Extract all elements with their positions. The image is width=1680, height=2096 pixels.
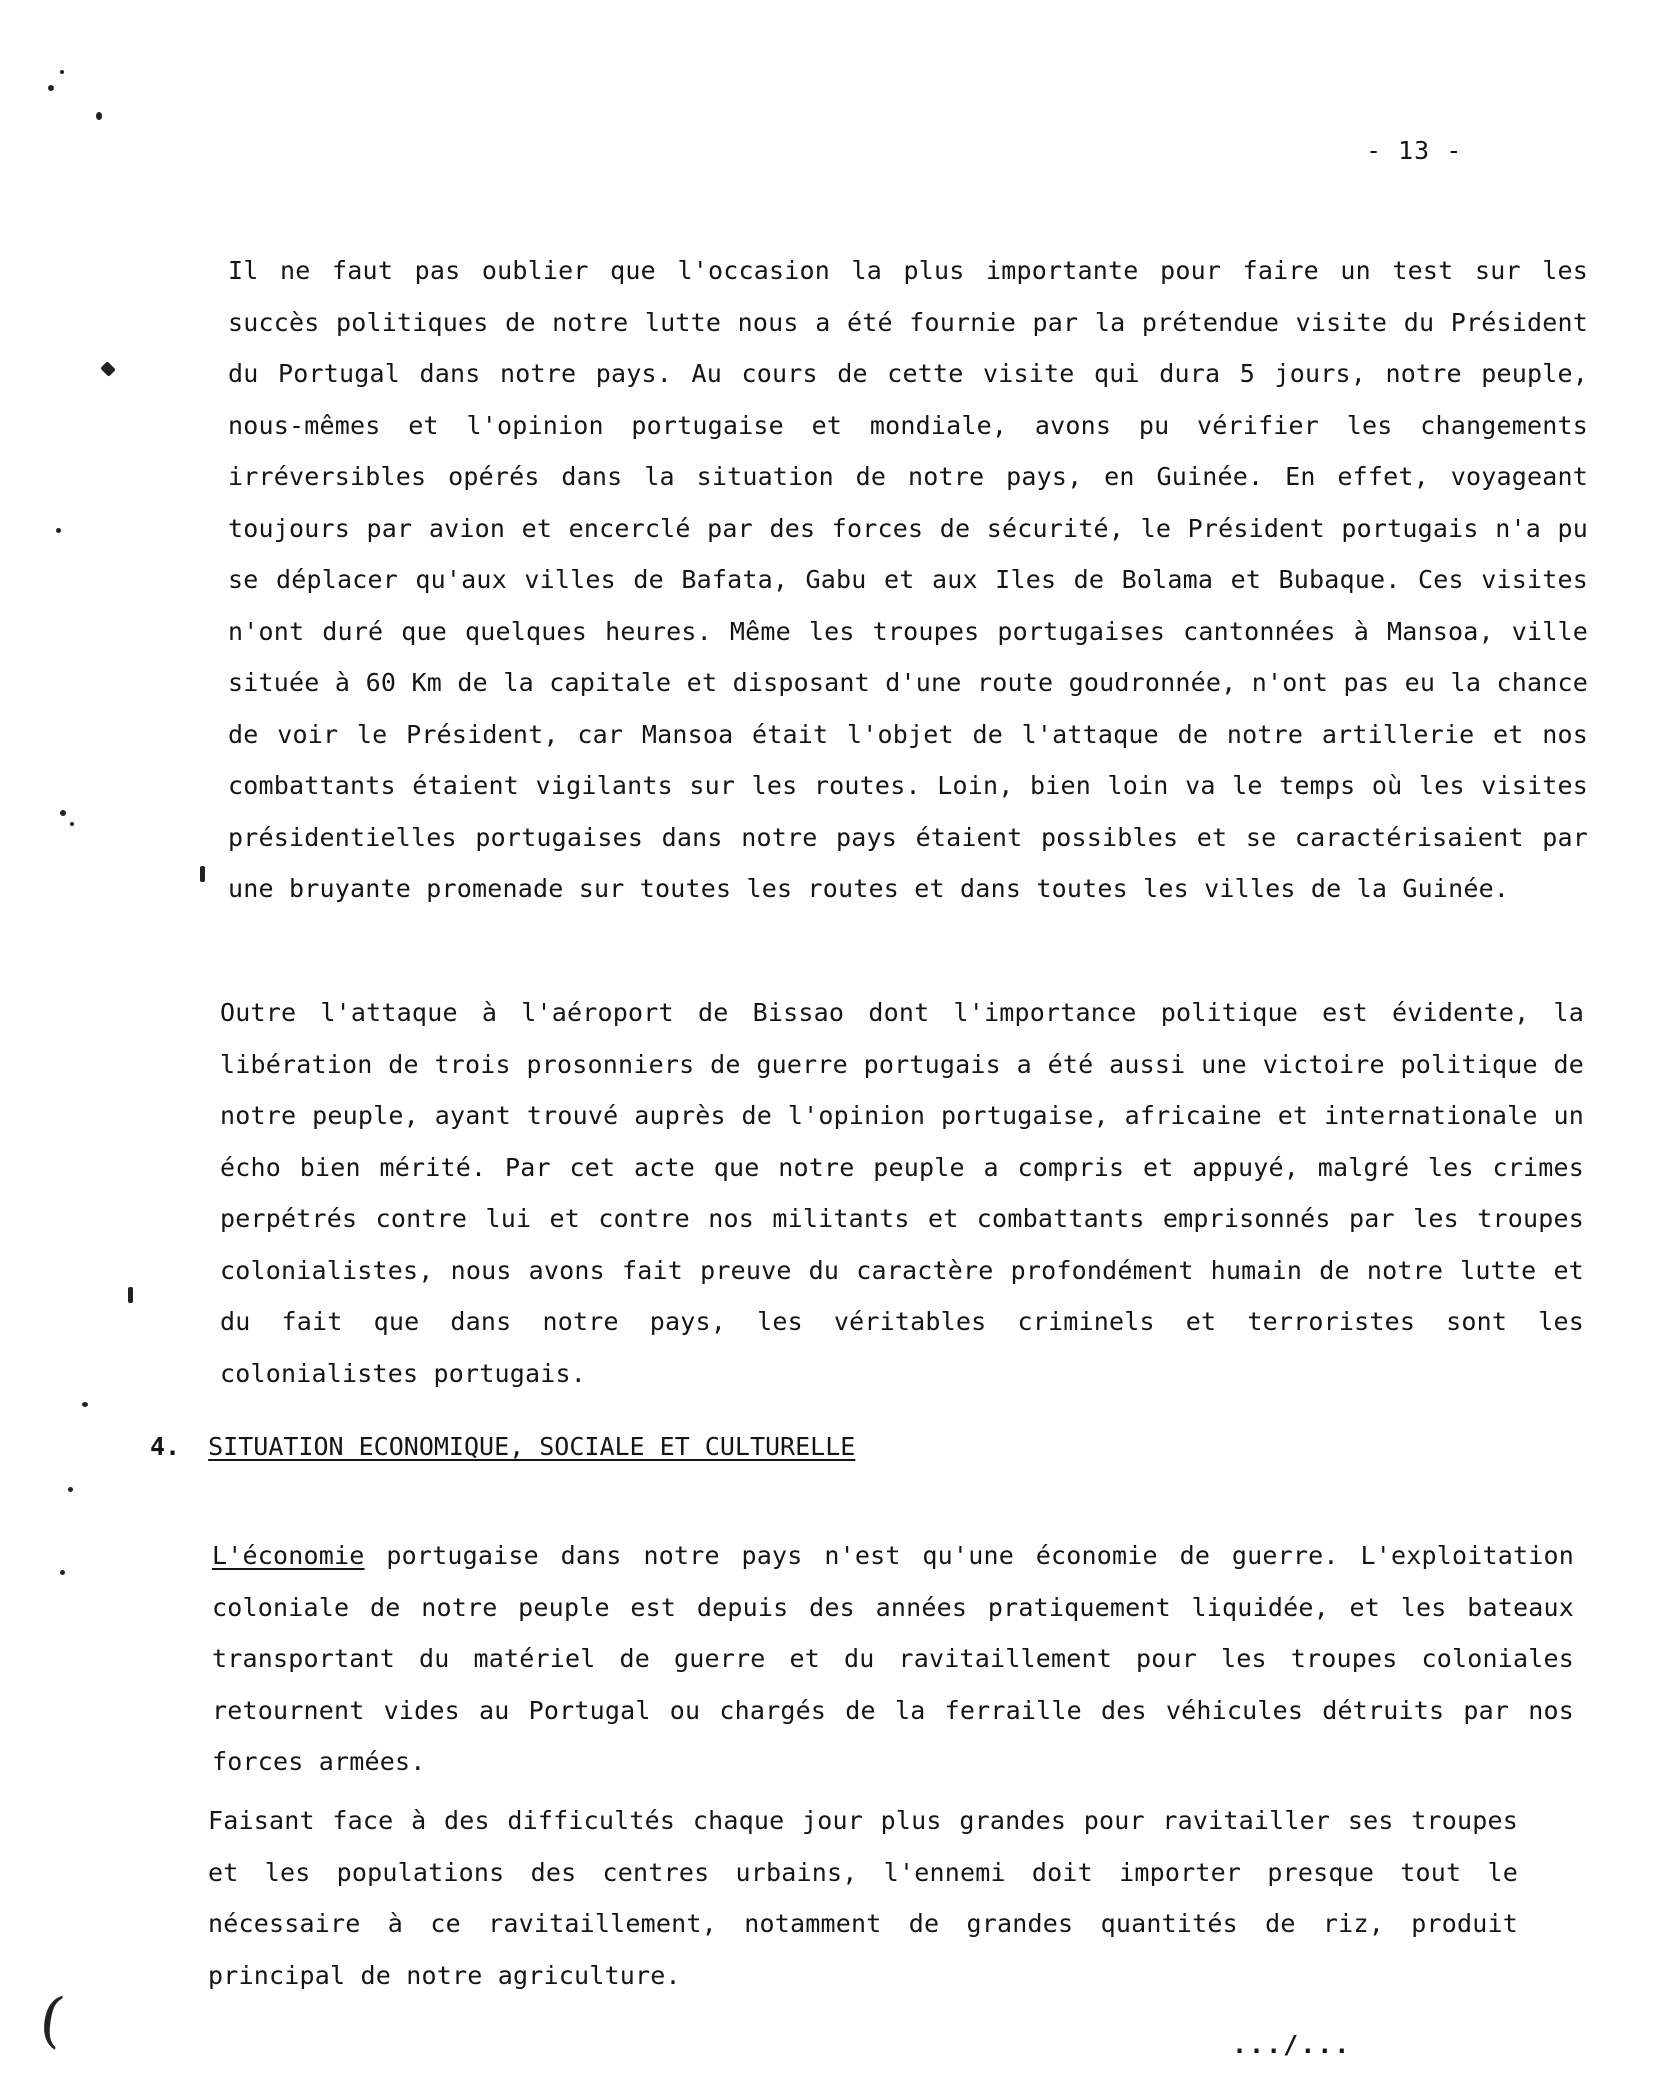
- continuation-mark: .../...: [1232, 2030, 1352, 2059]
- paragraph-presidential-visit: Il ne faut pas oublier que l'occasion la plus importante pour faire un test sur les succès politiques de notre lutte nous a été fournie par la prétendue visite du Président du Portugal dans notre pays. Au cours de cette visite qui dura 5 jours, notre peuple, nous-mêmes et l'opinion portugaise et mondiale, avons pu vérifier les changements irréversibles opérés dans la situation de notre pays, en Guinée. En effet, voyageant toujours par avion et encerclé par des forces de sécurité, le Président portugais n'a pu se déplacer qu'aux villes de Bafata, Gabu et aux Iles de Bolama et Bubaque. Ces visites n'ont duré que quelques heures. Même les troupes portugaises cantonnées à Mansoa, ville située à 60 Km de la capitale et disposant d'une route goudronnée, n'ont pas eu la chance de voir le Président, car Mansoa était l'objet de l'attaque de notre artillerie et nos combattants étaient vigilants sur les routes. Loin, bien loin va le temps où les visites présidentielles portugaises dans notre pays étaient possibles et se caractérisaient par une bruyante promenade sur toutes les routes et dans toutes les villes de la Guinée.: [228, 256, 1588, 903]
- scan-speck: [82, 1402, 88, 1407]
- margin-mark: (: [35, 1983, 69, 2057]
- section-number: 4.: [150, 1432, 181, 1461]
- scan-speck: [60, 1570, 65, 1575]
- scan-speck: [128, 1287, 133, 1303]
- scan-speck: [200, 866, 205, 882]
- scan-speck: [96, 112, 102, 120]
- scan-speck: [48, 85, 54, 91]
- scan-speck: [68, 1487, 73, 1492]
- scan-speck: [100, 361, 116, 377]
- paragraph-supply-difficulties: Faisant face à des difficultés chaque jour plus grandes pour ravitailler ses troupes et les populations des centres urbains, l'ennemi doit importer presque tout le nécessaire à ce ravitaillement, notamment de grandes quantités de riz, produit principal de notre agriculture.: [208, 1806, 1518, 1990]
- page-number: - 13 -: [1366, 136, 1463, 165]
- section-heading: [150, 1432, 855, 1461]
- scan-speck: [70, 822, 74, 826]
- underlined-term: L'économie: [212, 1541, 365, 1570]
- paragraph-bissao-attack: Outre l'attaque à l'aéroport de Bissao dont l'importance politique est évidente, la libération de trois prosonniers de guerre portugais a été aussi une victoire politique de notre peuple, ayant trouvé auprès de l'opinion portugaise, africaine et internationale un écho bien mérité. Par cet acte que notre peuple a compris et appuyé, malgré les crimes perpétrés contre lui et contre nos militants et combattants emprisonnés par les troupes colonialistes, nous avons fait preuve du caractère profondément humain de notre lutte et du fait que dans notre pays, les véritables criminels et terroristes sont les colonialistes portugais.: [220, 998, 1584, 1388]
- paragraph-war-economy: [212, 1530, 1574, 1788]
- scan-speck: [60, 810, 66, 816]
- scan-speck: [60, 70, 64, 74]
- section-title: SITUATION ECONOMIQUE, SOCIALE ET CULTURELLE: [208, 1432, 856, 1461]
- paragraph-war-economy-text: portugaise dans notre pays n'est qu'une économie de guerre. L'exploitation coloniale de notre peuple est depuis des années pratiquement liquidée, et les bateaux transportant du matériel de guerre et du ravitaillement pour les troupes coloniales retournent vides au Portugal ou chargés de la ferraille des véhicules détruits par nos forces armées.: [212, 1541, 1574, 1776]
- scan-speck: [56, 528, 61, 533]
